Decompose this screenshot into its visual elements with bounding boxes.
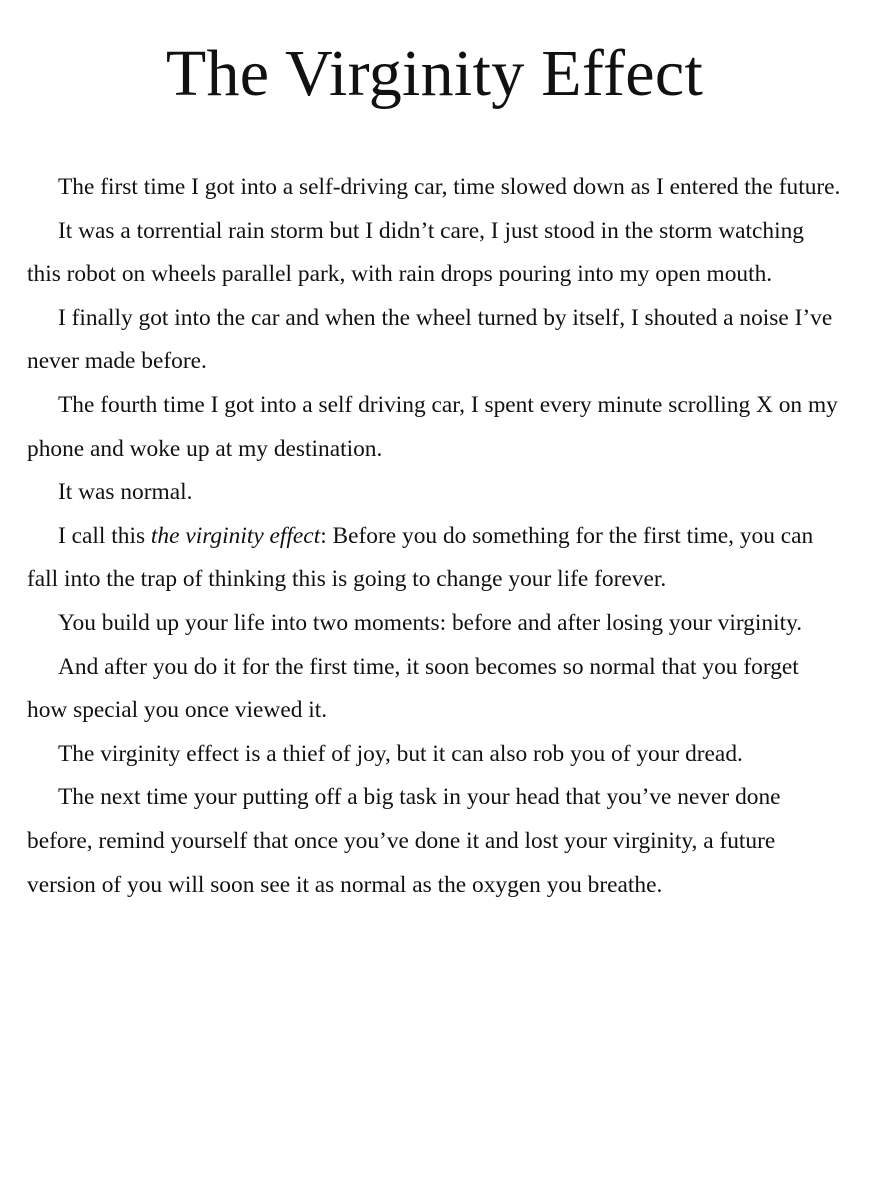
paragraph: You build up your life into two moments: before and after losing your virginity.	[58, 609, 803, 636]
paragraph-text-before: I call this	[58, 522, 151, 549]
page-title: The Virginity Effect	[165, 37, 704, 110]
paragraph: The first time I got into a self-driving car, time slowed down as I entered the future.	[58, 174, 841, 200]
paragraph: It was normal.	[58, 479, 193, 506]
paragraph: The virginity effect is a thief of joy, but it can also rob you of your dread.	[58, 740, 743, 767]
article-body	[27, 166, 842, 907]
paragraph: I finally got into the car and when the wheel turned by itself, I shouted a noise I’ve never made before.	[27, 304, 833, 375]
paragraph	[27, 515, 842, 602]
emphasized-term: the virginity effect	[150, 522, 321, 549]
paragraph: And after you do it for the first time, it soon becomes so normal that you forget how special you once viewed it.	[27, 653, 799, 724]
paragraph-text-after: : Before you do something for the first time, you can fall into the trap of thinking this is going to change your life forever.	[27, 522, 814, 593]
paragraph: It was a torrential rain storm but I didn’t care, I just stood in the storm watching this robot on wheels parallel park, with rain drops pouring into my open mouth.	[27, 217, 804, 288]
paragraph: The next time your putting off a big task in your head that you’ve never done before, remind yourself that once you’ve done it and lost your virginity, a future version of you will soon see it as normal as the oxygen you breathe.	[27, 784, 781, 898]
paragraph: The fourth time I got into a self driving car, I spent every minute scrolling X on my phone and woke up at my destination.	[27, 391, 838, 462]
